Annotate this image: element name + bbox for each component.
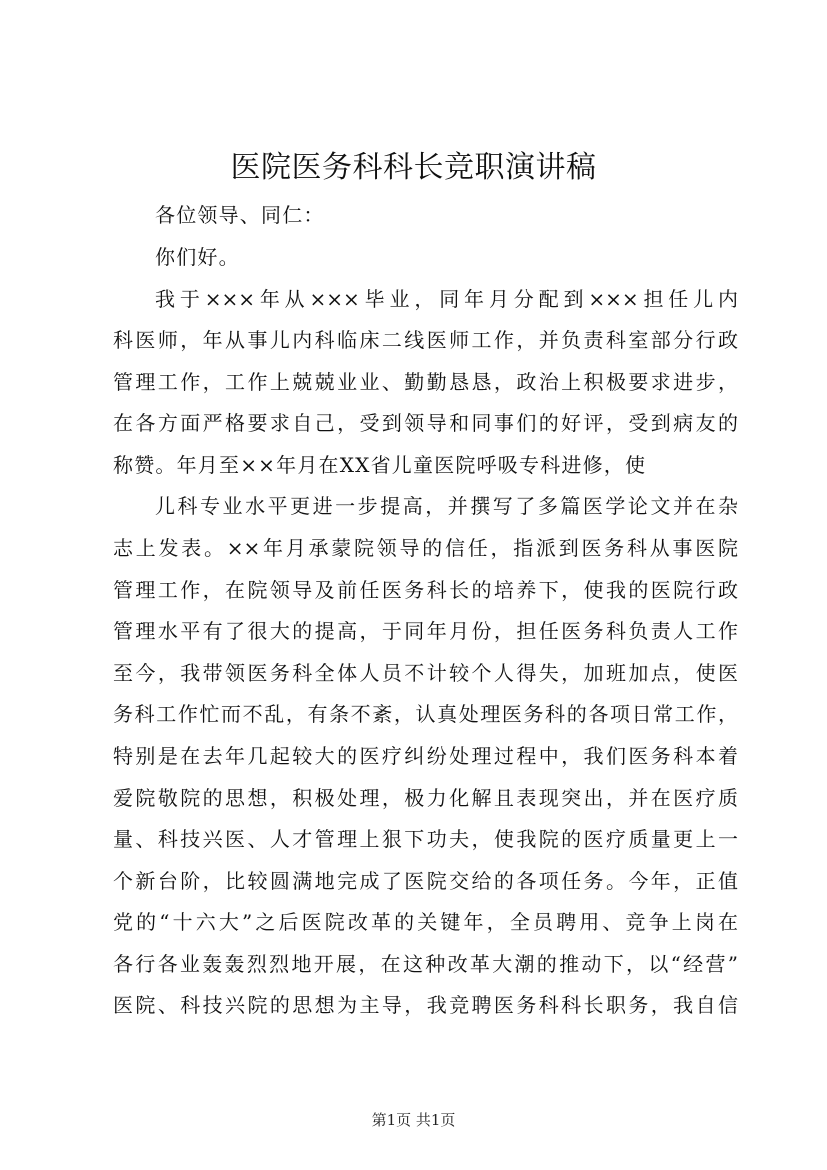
paragraph-line: 务科工作忙而不乱，有条不紊，认真处理医务科的各项日常工作， xyxy=(113,702,738,726)
paragraph-line: 爱院敬院的思想，积极处理，极力化解且表现突出，并在医疗质 xyxy=(113,786,738,810)
paragraph-line: 我于×××年从×××毕业，同年月分配到×××担任儿内 xyxy=(155,287,738,311)
paragraph-line: 特别是在去年几起较大的医疗纠纷处理过程中，我们医务科本着 xyxy=(113,744,738,768)
document-title: 医院医务科科长竞职演讲稿 xyxy=(230,150,597,185)
paragraph-line: 党的“十六大”之后医院改革的关键年，全员聘用、竞争上岗在 xyxy=(113,910,738,934)
paragraph-line: 医院、科技兴院的思想为主导，我竞聘医务科科长职务，我自信 xyxy=(113,993,738,1017)
paragraph-line: 称赞。年月至××年月在XX省儿童医院呼吸专科进修，使 xyxy=(113,453,647,477)
paragraph-line: 个新台阶，比较圆满地完成了医院交给的各项任务。今年，正值 xyxy=(113,869,738,893)
paragraph-line: 儿科专业水平更进一步提高，并撰写了多篇医学论文并在杂 xyxy=(155,494,738,518)
paragraph-line: 至今，我带领医务科全体人员不计较个人得失，加班加点，使医 xyxy=(113,661,738,685)
paragraph-line: 各行各业轰轰烈烈地开展，在这种改革大潮的推动下，以“经营” xyxy=(113,952,738,976)
paragraph-line: 管理工作，工作上兢兢业业、勤勤恳恳，政治上积极要求进步， xyxy=(113,370,738,394)
paragraph-line: 在各方面严格要求自己，受到领导和同事们的好评，受到病友的 xyxy=(113,411,738,435)
salutation-line: 各位领导、同仁： xyxy=(155,203,325,227)
page-number-footer: 第1页 共1页 xyxy=(371,1111,456,1129)
paragraph-line: 管理水平有了很大的提高，于同年月份，担任医务科负责人工作 xyxy=(113,619,738,643)
paragraph-line: 量、科技兴医、人才管理上狠下功夫，使我院的医疗质量更上一 xyxy=(113,827,738,851)
paragraph-line: 志上发表。××年月承蒙院领导的信任，指派到医务科从事医院 xyxy=(113,536,738,560)
greeting-line: 你们好。 xyxy=(155,245,240,269)
paragraph-line: 管理工作，在院领导及前任医务科长的培养下，使我的医院行政 xyxy=(113,578,738,602)
paragraph-line: 科医师，年从事儿内科临床二线医师工作，并负责科室部分行政 xyxy=(113,328,738,352)
